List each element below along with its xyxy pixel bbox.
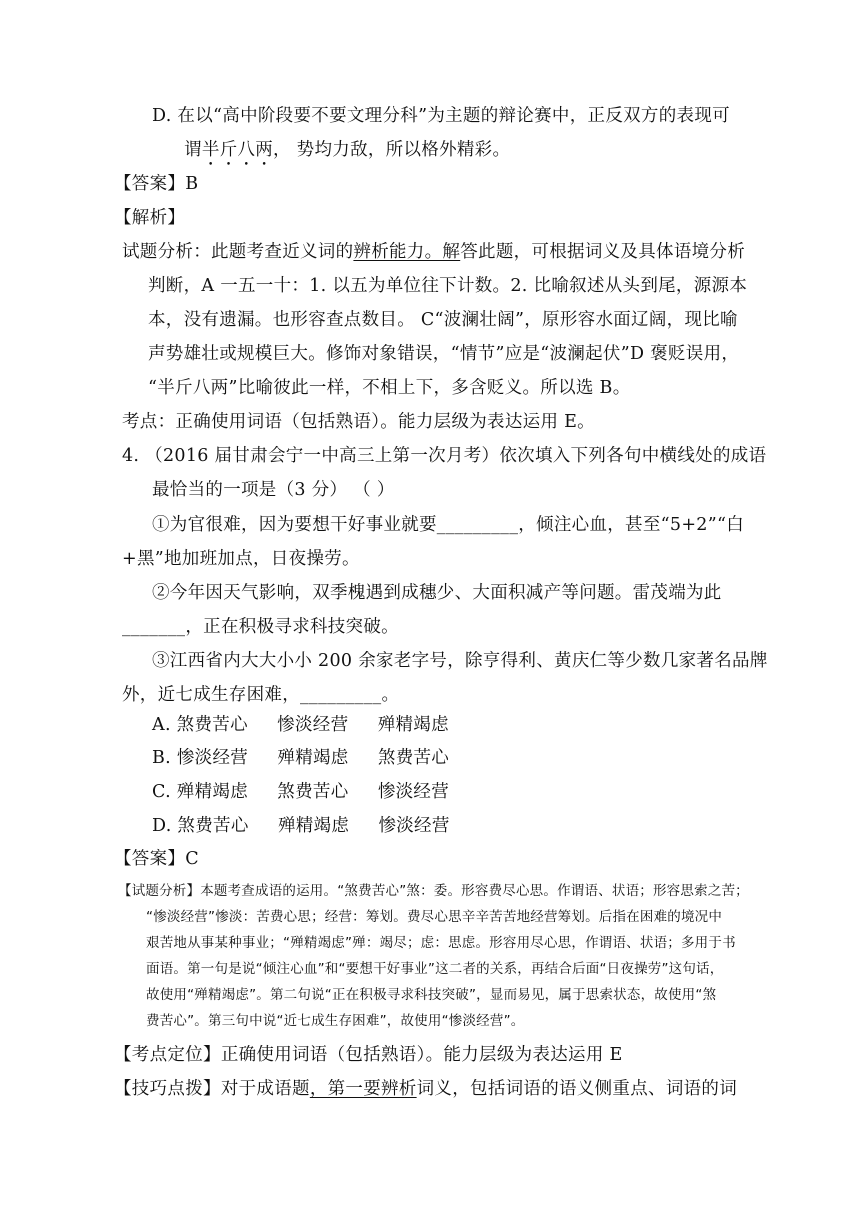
q4-stem-line1: 4. （2016 届甘肃会宁一中高三上第一次月考）依次填入下列各句中横线处的成语 xyxy=(122,446,767,466)
analysis-text-post: 答此题，可根据词义及具体语境分析 xyxy=(460,242,746,262)
q4-sentence2-line2: _______，正在积极寻求科技突破。 xyxy=(122,617,399,637)
kaodian-label: 【考点定位】 xyxy=(114,1045,221,1065)
q4-analysis-line3: 艰苦地从事某种事业；“殚精竭虑”殚：竭尽；虑：思虑。形容用尽心思，作谓语、状语；多用于书 xyxy=(146,935,736,951)
q4-sentence1-line2: +黑”地加班加点，日夜操劳。 xyxy=(122,549,360,569)
q4-sentence1-line1: ①为官很难，因为要想干好事业就要_________，倾注心血，甚至“5+2”“白 xyxy=(152,515,745,535)
q3-option-d-text-post: ， 势均力敌，所以格外精彩。 xyxy=(273,140,511,160)
tips-label: 【技巧点拨】 xyxy=(114,1079,221,1099)
q4-answer xyxy=(114,847,199,871)
q3-option-d-line2 xyxy=(184,138,510,170)
q4-option-b: B. 惨淡经营 殚精竭虑 煞费苦心 xyxy=(152,748,450,768)
q4-stem-line2: 最恰当的一项是（3 分） （ ） xyxy=(152,480,395,500)
q3-analysis-label: 【解析】 xyxy=(114,208,186,228)
analysis-underlined-text: 辨析能力。解 xyxy=(353,242,461,262)
q3-analysis-line2: 判断，A 一五一十：1. 以五为单位往下计数。2. 比喻叙述从头到尾，源源本 xyxy=(148,276,748,296)
q3-analysis-line5: “半斤八两”比喻彼此一样，不相上下，多含贬义。所以选 B。 xyxy=(148,378,631,398)
tips-text-pre: 对于成语题 xyxy=(220,1079,310,1099)
q4-kaodian xyxy=(114,1043,623,1067)
q4-analysis-line1: 【试题分析】本题考查成语的运用。“煞费苦心”煞：委。形容费尽心思。作谓语、状语；形容思索之苦； xyxy=(118,883,749,899)
q4-sentence3-line1: ③江西省内大大小小 200 余家老字号，除亨得利、黄庆仁等少数几家著名品牌 xyxy=(152,651,768,671)
q4-analysis-line4: 面语。第一句是说“倾注心血”和“要想干好事业”这二者的关系，再结合后面“日夜操劳”这句话， xyxy=(146,961,724,977)
kaodian-text: 正确使用词语（包括熟语）。能力层级为表达运用 E xyxy=(220,1045,623,1065)
q3-analysis-line4: 声势雄壮或规模巨大。修饰对象错误，“情节”应是“波澜起伏”D 褒贬误用， xyxy=(148,344,740,364)
q3-analysis-line3: 本，没有遗漏。也形容查点数目。 C“波澜壮阔”，原形容水面辽阔，现比喻 xyxy=(148,310,738,330)
analysis-text-pre: 试题分析：此题考查近义词的 xyxy=(122,242,354,262)
q4-sentence2-line1: ②今年因天气影响，双季槐遇到成穗少、大面积减产等问题。雷茂端为此 xyxy=(152,583,722,603)
q4-option-c: C. 殚精竭虑 煞费苦心 惨淡经营 xyxy=(152,782,450,802)
q4-tips xyxy=(114,1077,737,1101)
q3-option-d-text-pre: 谓 xyxy=(184,140,202,160)
q3-kaodian: 考点：正确使用词语（包括熟语）。能力层级为表达运用 E。 xyxy=(122,412,595,432)
q4-analysis-line6: 费苦心”。第三句中说“近七成生存困难”，故使用“惨淡经营”。 xyxy=(146,1013,525,1029)
answer-value: B xyxy=(185,174,199,194)
q4-analysis-line2: “惨淡经营”惨淡：苦费心思；经营：筹划。费尽心思辛辛苦苦地经营筹划。后指在困难的境况中 xyxy=(146,909,723,925)
q4-sentence3-line2: 外，近七成生存困难，_________。 xyxy=(122,685,400,705)
answer-label: 【答案】 xyxy=(114,849,186,869)
answer-value: C xyxy=(185,849,199,869)
tips-text-post: 词义，包括词语的语义侧重点、词语的词 xyxy=(416,1079,738,1099)
answer-label: 【答案】 xyxy=(114,174,186,194)
q3-analysis-line1 xyxy=(122,240,745,264)
q4-option-a: A. 煞费苦心 惨淡经营 殚精竭虑 xyxy=(152,715,449,735)
q3-option-d-emphasized-idiom: 半斤八两 xyxy=(201,140,274,160)
tips-underlined-text: ，第一要辨析 xyxy=(309,1079,417,1099)
q3-option-d-line1: D. 在以“高中阶段要不要文理分科”为主题的辩论赛中，正反双方的表现可 xyxy=(152,106,730,126)
q4-option-d: D. 煞费苦心 殚精竭虑 惨淡经营 xyxy=(152,816,450,836)
q3-answer xyxy=(114,172,198,196)
q4-analysis-line5: 故使用“殚精竭虑”。第二句说“正在积极寻求科技突破”，显而易见，属于思索状态，故使用“煞 xyxy=(146,987,717,1003)
